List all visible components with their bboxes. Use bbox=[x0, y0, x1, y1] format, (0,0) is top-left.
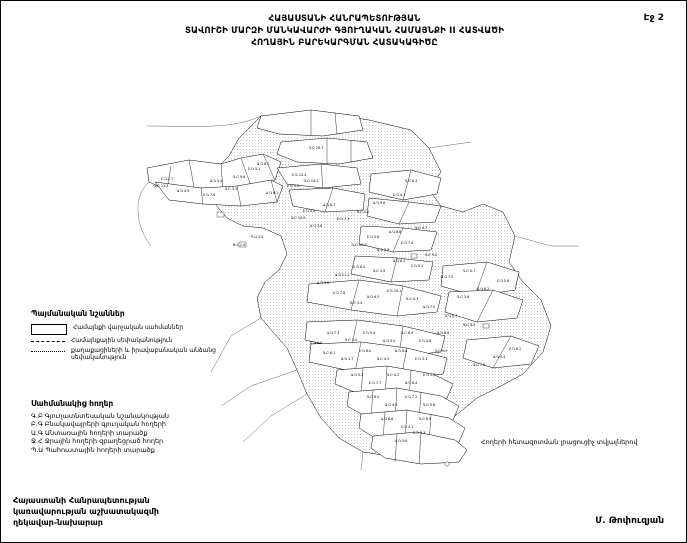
parcel-label: Գ.Բ 4.2 bbox=[386, 373, 400, 377]
parcel-label: Գ.Բ 3.2 bbox=[462, 323, 476, 327]
parcel-label: Գ.Բ 4.7 bbox=[462, 269, 476, 273]
parcel-label: Բ.Գ 5.5 bbox=[286, 184, 300, 188]
signatory-line-3: ղեկավար-նախարար bbox=[13, 518, 103, 527]
parcel-label: Բ.Գ 3.0 bbox=[422, 373, 436, 377]
boundary-solid-icon bbox=[31, 324, 67, 335]
parcel-label: Գ.Բ 3.8 bbox=[422, 403, 436, 407]
parcel-label: Բ.Գ 3.3 bbox=[412, 431, 426, 435]
parcel-label: Բ.Գ 7.2 bbox=[404, 395, 418, 399]
abbreviation-title: Սահմանակից հողեր bbox=[31, 399, 114, 408]
parcel-label: Գ.Բ 6.1 bbox=[322, 351, 336, 355]
legend bbox=[31, 309, 241, 364]
parcel-label: Ա.Գ 4.9 bbox=[384, 403, 398, 407]
parcel-label: Գ.Բ 10.9 bbox=[290, 216, 306, 220]
parcel-label: Գ.Բ 6.9 bbox=[400, 331, 414, 335]
parcel-label: Ա.Գ 3.5 bbox=[382, 339, 396, 343]
boundary-dot-icon bbox=[31, 351, 65, 352]
header-line-2: ՏԱՎՈՒՇԻ ՄԱՐԶԻ ՄԱՆԿԱՎԱՐԺԻ ԳՅՈՒՂԱԿԱՆ ՀԱՄԱՅՆՔԻ II ՀԱՏՎԱԾԻ bbox=[184, 26, 505, 36]
parcel-label: Գ.Բ 5.0 bbox=[344, 338, 358, 342]
legend-item-label: Համայնքային սեփականություն bbox=[71, 337, 173, 344]
parcel-label: Ա.Գ 6.7 bbox=[322, 203, 336, 207]
abbreviation-item: Բ.Գ Բնակավայրերի գյուղական հողերի bbox=[31, 420, 167, 429]
legend-item bbox=[31, 347, 241, 362]
parcel-label: Բ.Գ 3.1 bbox=[414, 357, 428, 361]
parcel-label: Գ.Բ 3.9 bbox=[372, 269, 386, 273]
parcel-label: Բ.Գ 9.4 bbox=[362, 331, 376, 335]
parcel-label: Ա.Գ 3.8 bbox=[309, 224, 323, 228]
abbreviation-item: Պ.Ա Պահուստային հողերի տարածք bbox=[31, 445, 155, 454]
parcel-label: Բ.Գ 5.1 bbox=[410, 264, 424, 268]
parcel-label: Գ.Բ 11.3 bbox=[153, 184, 169, 188]
parcel-label: Ա.Գ 5.6 bbox=[394, 439, 408, 443]
signatory-line-1: Հայաստանի Հանրապետության bbox=[13, 496, 150, 505]
legend-item-label: քաղաքացիների և իրավաբանական անձանց սեփականություն bbox=[71, 346, 216, 361]
legend-title: Պայմանական նշաններ bbox=[31, 309, 125, 318]
legend-item-label: Համայնքի վարչական սահմաններ bbox=[73, 324, 184, 331]
parcel-label: Բ.Գ 4.0 bbox=[309, 341, 323, 345]
parcel-label: Բ.Գ 4.4 bbox=[302, 209, 316, 213]
parcel-label: Գ.Բ 8.9 bbox=[418, 417, 432, 421]
parcel-label: Գ.Բ 14.2 bbox=[303, 179, 319, 183]
parcel-label: Բ.Գ 4.1 bbox=[400, 425, 414, 429]
parcel-label: Գ.Բ 3.3 bbox=[224, 187, 238, 191]
abbreviation-item: Ա.Գ Անտառային հողերի տարածք bbox=[31, 428, 148, 437]
signature-name: Մ. Թոփուզյան bbox=[595, 516, 664, 526]
parcel-label: Ա.Գ 6.2 bbox=[256, 162, 270, 166]
header-line-3: ՀՈՂԱՅԻՆ ԲԱՐԵԿԱՐԳՄԱՆ ՀԱՏԱԿԱԳԻԾԸ bbox=[251, 38, 438, 48]
signatory-block bbox=[13, 495, 159, 528]
parcel-label: Բ.Գ 7.4 bbox=[400, 241, 414, 245]
parcel-label: Բ.Գ 5.8 bbox=[496, 279, 510, 283]
parcel-label: Ա.Գ 8.8 bbox=[388, 230, 402, 234]
parcel-label: Բ.Գ 2.7 bbox=[160, 177, 174, 181]
parcel-label: Բ.Գ 3.1 bbox=[247, 167, 261, 171]
abbreviation-item: Գ.Բ Գյուղատնտեսական նշանակության bbox=[31, 412, 170, 420]
parcel-label: Ա.Գ 5.3 bbox=[350, 373, 364, 377]
parcel-label: Պ.Ա 3.0 bbox=[250, 235, 264, 239]
parcel-label: Գ.Բ 4.5 bbox=[376, 357, 390, 361]
parcel-label: Ա.Գ 11.2 bbox=[334, 273, 350, 277]
parcel-label: Գ.Բ 6.3 bbox=[404, 179, 418, 183]
parcel-label: Գ.Բ 7.9 bbox=[472, 363, 486, 367]
parcel-label: Գ.Բ 8.5 bbox=[366, 395, 380, 399]
parcel-label: Բ.Գ 7.6 bbox=[202, 193, 216, 197]
parcel-label: Բ.Գ 6.2 bbox=[508, 347, 522, 351]
legend-item bbox=[31, 337, 241, 345]
parcel-label: Ջ.Հ 2.4 bbox=[232, 243, 246, 247]
parcel-label: Ա.Գ 4.6 bbox=[316, 281, 330, 285]
parcel-label: Ա.Գ 8.3 bbox=[392, 259, 406, 263]
parcel-label: Ա.Գ 5.4 bbox=[209, 179, 223, 183]
parcel-label: Ա.Գ 3.7 bbox=[340, 357, 354, 361]
parcel-label: Բ.Գ 8.0 bbox=[358, 349, 372, 353]
boundary-dash-icon bbox=[31, 341, 65, 342]
parcel-label: Բ.Գ 6.0 bbox=[352, 265, 366, 269]
parcel-label: Գ.Բ 3.4 bbox=[349, 301, 363, 305]
parcel-label: Ա.Գ 8.2 bbox=[476, 287, 490, 291]
parcel-label: Բ.Գ 12.4 bbox=[291, 173, 307, 177]
abbreviation-item: Ջ.Հ Ջրային հողերի զբաղեցրած հողեր bbox=[31, 437, 164, 446]
parcel-label: Բ.Գ 7.1 bbox=[336, 217, 350, 221]
parcel-label: Բ.Գ 7.7 bbox=[368, 381, 382, 385]
parcel-label: Ա.Գ 7.5 bbox=[440, 275, 454, 279]
sheet-header bbox=[1, 13, 687, 49]
parcel-label: Ա.Գ 6.5 bbox=[366, 295, 380, 299]
parcel-label: Բ.Գ 10.1 bbox=[386, 289, 402, 293]
abbreviation-key bbox=[31, 399, 271, 454]
parcel-label: Բ.Գ 3.6 bbox=[366, 235, 380, 239]
parcel-label: Գ.Բ 5.2 bbox=[356, 210, 370, 214]
parcel-label: Ա.Գ 8.1 bbox=[265, 191, 279, 195]
signatory-line-2: կառավարության աշխատակազմի bbox=[13, 507, 160, 516]
parcel-label: Բ.Գ 4.1 bbox=[392, 193, 406, 197]
parcel-label: Ա.Գ 7.3 bbox=[326, 331, 340, 335]
parcel-label: Բ.Գ 7.8 bbox=[332, 291, 346, 295]
parcel-label: Գ.Բ 12.0 bbox=[351, 243, 367, 247]
parcel-label: Բ.Գ 4.8 bbox=[418, 339, 432, 343]
parcel-label: Գ.Բ 9.8 bbox=[232, 175, 246, 179]
parcel-label: Ա.Գ 6.6 bbox=[380, 417, 394, 421]
page-number: Էջ 2 bbox=[643, 13, 664, 23]
parcel-label: Ա.Գ 7.0 bbox=[422, 305, 436, 309]
parcel-label: Գ.Բ 4.7 bbox=[414, 226, 428, 230]
parcel-label: Գ.Բ 9.0 bbox=[434, 349, 448, 353]
parcel-label: Գ.Բ 4.3 bbox=[405, 297, 419, 301]
parcel-label: Ա.Գ 5.9 bbox=[376, 248, 390, 252]
parcel-label: Ա.Գ 8.6 bbox=[436, 331, 450, 335]
parcel-label: Գ.Բ 28.7 bbox=[308, 146, 324, 150]
parcel-label: Ա.Գ 6.8 bbox=[394, 349, 408, 353]
parcel-label: Ա.Գ 9.6 bbox=[372, 201, 386, 205]
parcel-label: Ա.Գ 6.4 bbox=[404, 381, 418, 385]
legend-item bbox=[31, 324, 241, 335]
parcel-label: Գ.Բ 9.2 bbox=[424, 253, 438, 257]
parcel-label: Գ.Բ 3.6 bbox=[456, 295, 470, 299]
parcel-label: Բ.Գ 5.7 bbox=[444, 314, 458, 318]
header-line-1: ՀԱՅԱՍՏԱՆԻ ՀԱՆՐԱՊԵՏՈՒԹՅԱՆ bbox=[268, 14, 421, 24]
parcel-label: Ա.Գ 4.9 bbox=[176, 189, 190, 193]
survey-note: Հողերի հետազոտման լրացուցիչ տվյալներով bbox=[481, 438, 638, 446]
parcel-label: Ա.Գ 4.4 bbox=[492, 355, 506, 359]
